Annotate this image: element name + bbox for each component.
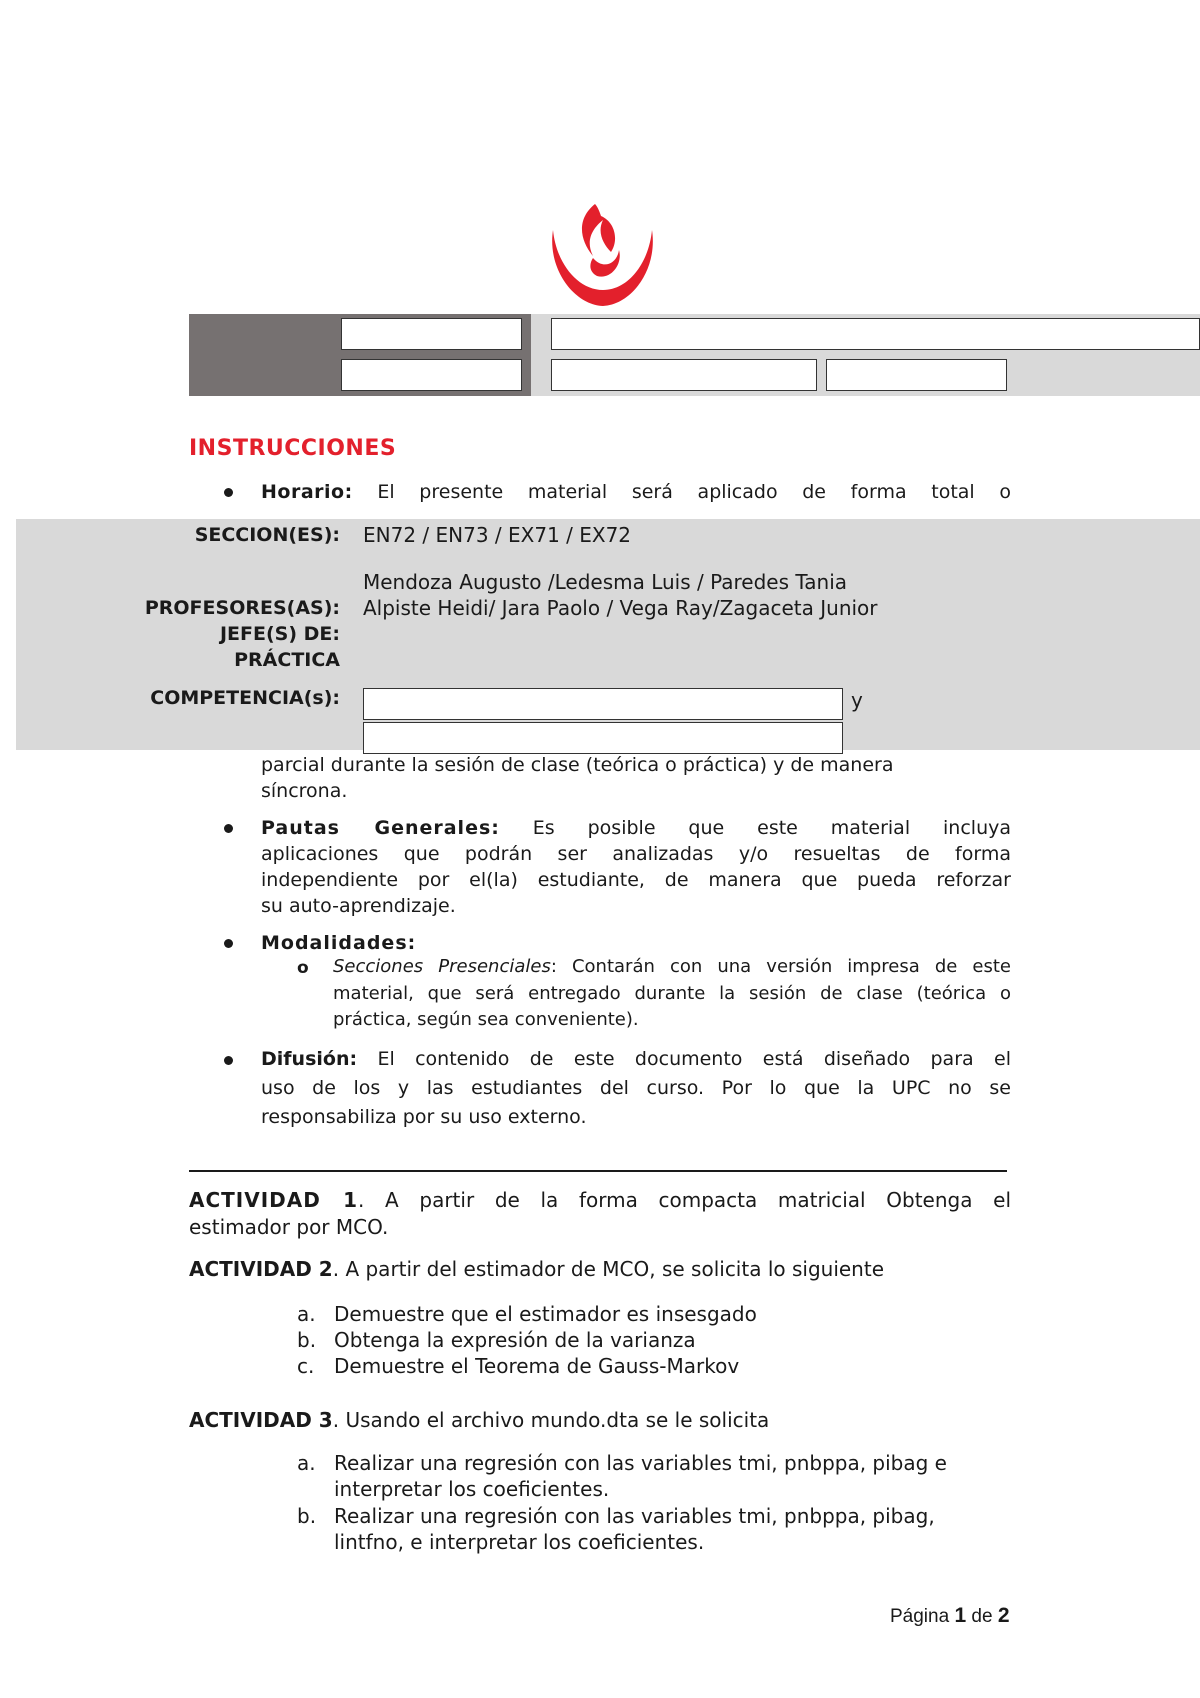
secciones-label: SECCION(ES): (194, 524, 340, 546)
bullet-icon (224, 939, 233, 948)
jefes-label-line2: PRÁCTICA (234, 649, 340, 671)
actividad-3-heading: ACTIVIDAD 3. Usando el archivo mundo.dta se le solicita (189, 1408, 770, 1432)
list-item-continuation: interpretar los coeficientes. (334, 1477, 610, 1501)
pautas-line3: independiente por el(la) estudiante, de manera que pueda reforzar (261, 869, 1011, 891)
secciones-value: EN72 / EN73 / EX71 / EX72 (363, 523, 632, 547)
bullet-icon (224, 488, 233, 497)
difusion-line3: responsabiliza por su uso externo. (261, 1106, 587, 1128)
horario-line1: Horario: El presente material será aplicado de forma total o (261, 481, 1011, 503)
section-divider (189, 1170, 1007, 1172)
actividad-1-line1: ACTIVIDAD 1. A partir de la forma compacta matricial Obtenga el (189, 1188, 1011, 1212)
course-code-field[interactable] (341, 318, 522, 350)
actividad-1-line2: estimador por MCO. (189, 1215, 389, 1239)
competencia-field-1[interactable] (363, 688, 843, 720)
actividad-2-heading: ACTIVIDAD 2. A partir del estimador de MCO, se solicita lo siguiente (189, 1257, 885, 1281)
presenciales-line1: Secciones Presenciales: Contarán con una versión impresa de este (333, 956, 1011, 977)
profesores-line2: Alpiste Heidi/ Jara Paolo / Vega Ray/Zagaceta Junior (363, 596, 878, 620)
instructions-title: INSTRUCCIONES (189, 436, 397, 461)
difusion-line1: Difusión: El contenido de este documento está diseñado para el (261, 1048, 1011, 1070)
presenciales-line3: práctica, según sea conveniente). (333, 1009, 639, 1030)
list-item: c. Demuestre el Teorema de Gauss-Markov (297, 1354, 740, 1378)
competencia-connector: y (851, 688, 863, 712)
pautas-line2: aplicaciones que podrán ser analizadas y/o resueltas de forma (261, 843, 1011, 865)
page-number: Página 1 de 2 (890, 1604, 1010, 1627)
presenciales-line2: material, que será entregado durante la sesión de clase (teórica o (333, 983, 1011, 1004)
bullet-icon (224, 1056, 233, 1065)
list-item-continuation: lintfno, e interpretar los coeficientes. (334, 1530, 705, 1554)
competencia-field-2[interactable] (363, 722, 843, 754)
competencia-label: COMPETENCIA(s): (150, 687, 340, 709)
pautas-line1: Pautas Generales: Es posible que este material incluya (261, 817, 1011, 839)
upc-logo-icon (545, 200, 660, 310)
pautas-line4: su auto-aprendizaje. (261, 895, 456, 917)
profesores-line1: Mendoza Augusto /Ledesma Luis / Paredes Tania (363, 570, 848, 594)
list-item: b. Realizar una regresión con las variables tmi, pnbppa, pibag, (297, 1504, 935, 1528)
list-item: a. Demuestre que el estimador es insesgado (297, 1302, 757, 1326)
cycle-field[interactable] (341, 359, 522, 391)
course-name-field[interactable] (551, 318, 1200, 350)
sub-bullet-marker: o (297, 958, 309, 978)
horario-line3: síncrona. (261, 780, 348, 802)
horario-line2: parcial durante la sesión de clase (teórica o práctica) y de manera (261, 754, 894, 776)
profesores-label: PROFESORES(AS): (144, 597, 340, 619)
modalidades-label: Modalidades: (261, 932, 417, 954)
week-field[interactable] (826, 359, 1007, 391)
jefes-label-line1: JEFE(S) DE: (219, 623, 340, 645)
material-type-field[interactable] (551, 359, 817, 391)
difusion-line2: uso de los y las estudiantes del curso. Por lo que la UPC no se (261, 1077, 1011, 1099)
bullet-icon (224, 824, 233, 833)
list-item: a. Realizar una regresión con las variables tmi, pnbppa, pibag e (297, 1451, 947, 1475)
list-item: b. Obtenga la expresión de la varianza (297, 1328, 696, 1352)
